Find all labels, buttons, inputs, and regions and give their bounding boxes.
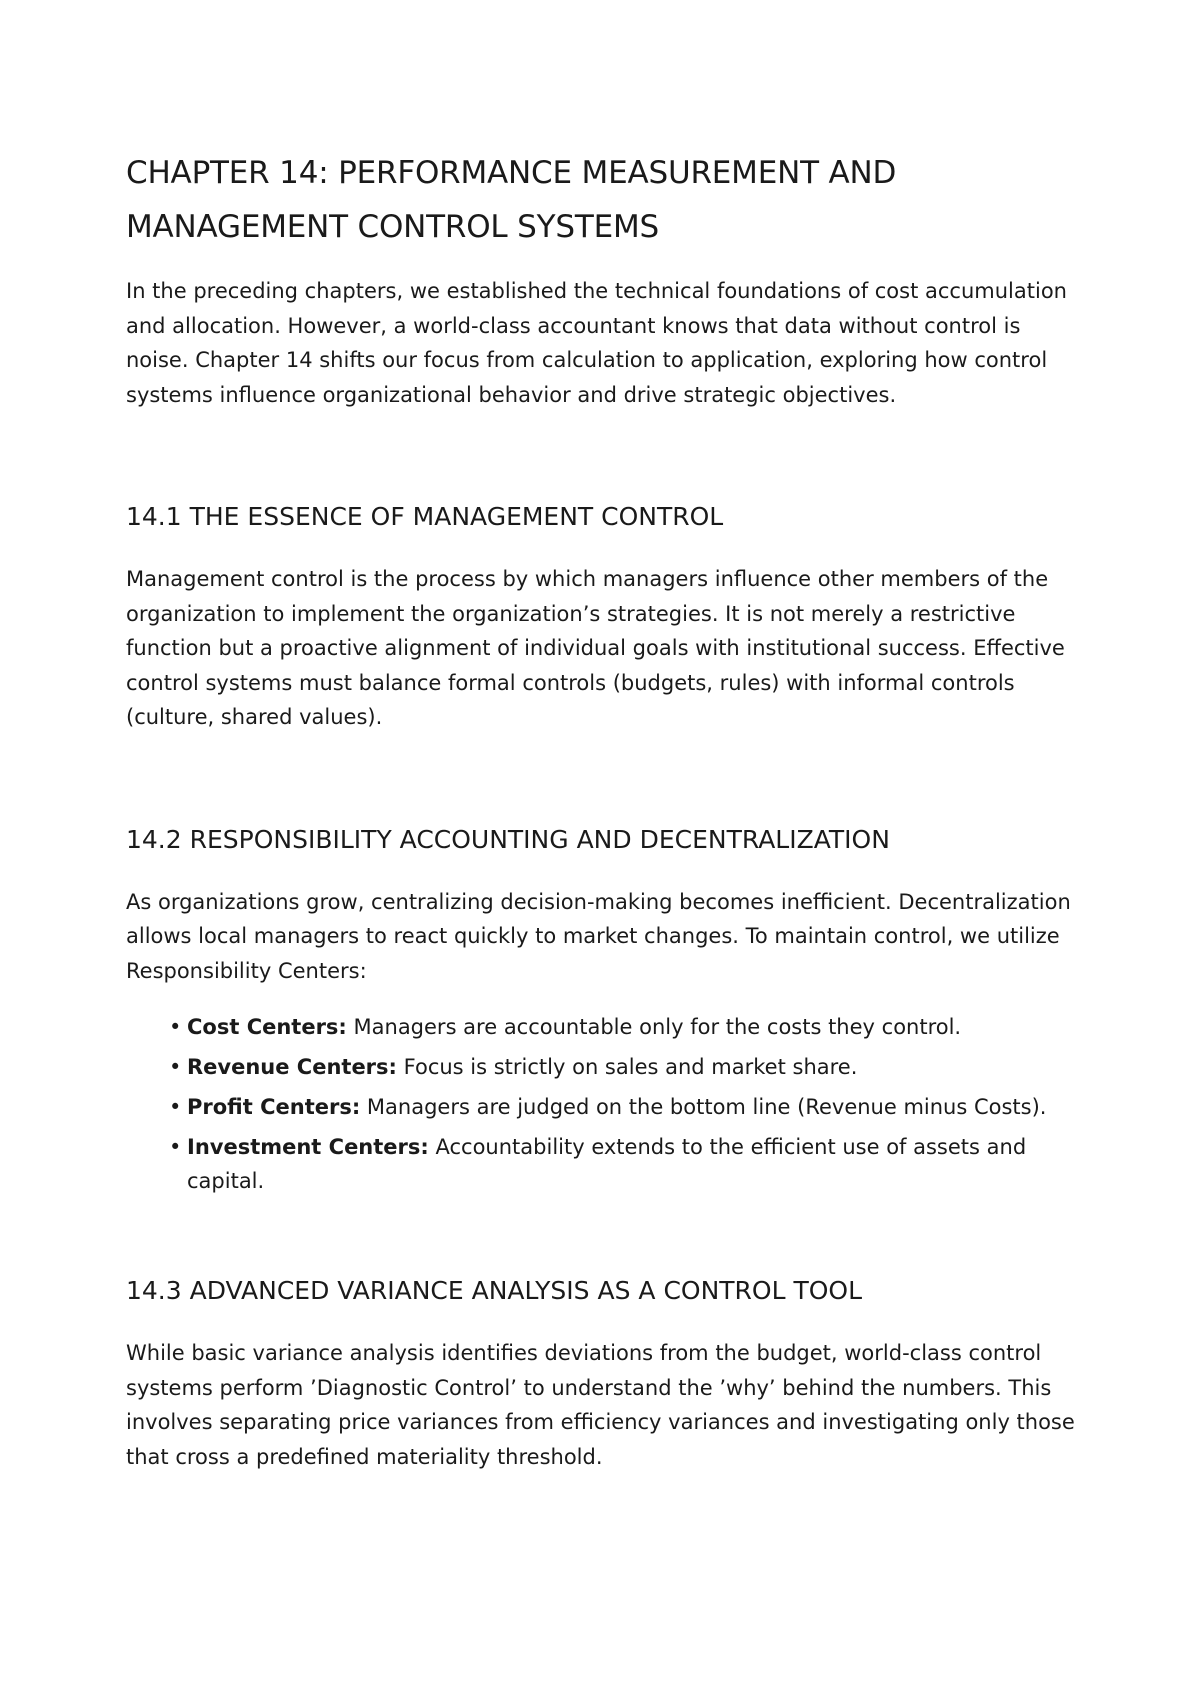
list-item: [169, 1010, 1086, 1044]
list-item-term: Revenue Centers:: [187, 1055, 397, 1079]
chapter-title: CHAPTER 14: PERFORMANCE MEASUREMENT AND MANAGEMENT CONTROL SYSTEMS: [126, 155, 897, 245]
list-item-text: Managers are accountable only for the costs they control.: [353, 1015, 962, 1039]
list-item-text: Accountability extends to the efficient use of assets and capital.: [187, 1135, 1027, 1193]
section-body-14-3: While basic variance analysis identifies deviations from the budget, world-class control systems perform ’Diagnostic Control’ to understand the ’why’ behind the numbers. This involves separating price variances from efficiency variances and investigating only those that cross a predefined materiality threshold.: [126, 1341, 1075, 1469]
bullet-icon: •: [169, 1055, 182, 1079]
list-item: [169, 1090, 1086, 1124]
section-heading-14-3: 14.3 ADVANCED VARIANCE ANALYSIS AS A CONTROL TOOL: [126, 1276, 863, 1305]
list-item-term: Profit Centers:: [187, 1095, 361, 1119]
list-item-term: Cost Centers:: [187, 1015, 347, 1039]
intro-paragraph: In the preceding chapters, we established the technical foundations of cost accumulation and allocation. However, a world-class accountant knows that data without control is noise. Chapter 14 shifts our focus from calculation to application, exploring how control systems influence organizational behavior and drive strategic objectives.: [126, 279, 1067, 407]
responsibility-centers-list: [126, 1010, 1086, 1198]
section-body-14-2: As organizations grow, centralizing decision-making becomes inefficient. Decentralization allows local managers to react quickly to market changes. To maintain control, we utilize Responsibility Centers:: [126, 889, 1071, 983]
document-page: [126, 146, 1086, 1474]
list-item-text: Focus is strictly on sales and market share.: [403, 1055, 858, 1079]
section-heading-14-2: 14.2 RESPONSIBILITY ACCOUNTING AND DECENTRALIZATION: [126, 824, 890, 854]
bullet-icon: •: [169, 1015, 182, 1039]
bullet-icon: •: [169, 1095, 182, 1119]
bullet-icon: •: [169, 1135, 182, 1159]
list-item-text: Managers are judged on the bottom line (Revenue minus Costs).: [366, 1095, 1047, 1119]
section-heading-14-1: 14.1 THE ESSENCE OF MANAGEMENT CONTROL: [126, 502, 724, 531]
list-item-term: Investment Centers:: [187, 1135, 429, 1159]
list-item: [169, 1130, 1086, 1198]
section-body-14-1: Management control is the process by which managers influence other members of the organization to implement the organization’s strategies. It is not merely a restrictive function but a proactive alignment of individual goals with institutional success. Effective control systems must balance formal controls (budgets, rules) with informal controls (culture, shared values).: [126, 567, 1065, 729]
list-item: [169, 1050, 1086, 1084]
